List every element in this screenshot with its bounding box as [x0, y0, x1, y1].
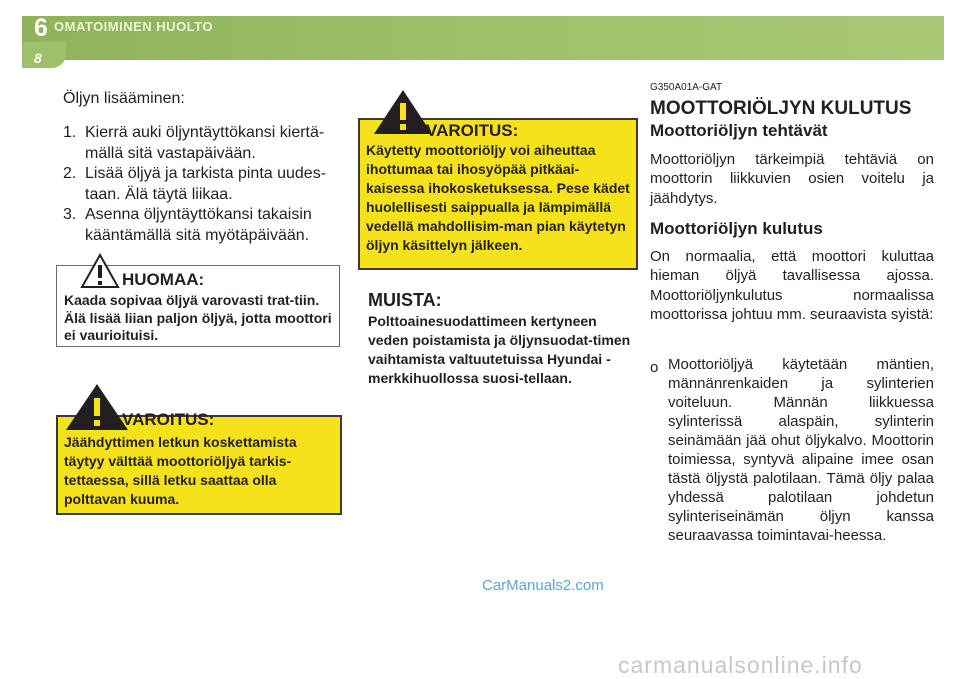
- list-item: 2. Lisää öljyä ja tarkista pinta uudes-taan. Älä täytä liikaa.: [63, 165, 327, 203]
- main-heading: MOOTTORIÖLJYN KULUTUS: [650, 98, 912, 119]
- note-body: Kaada sopivaa öljyä varovasti trat-tiin. Älä lisää liian paljon öljyä, jotta moottori ei vaurioituisi.: [64, 292, 332, 343]
- remember-title: MUISTA:: [368, 290, 442, 310]
- page-number: 8: [34, 50, 42, 66]
- remember-body: Polttoainesuodattimeen kertyneen veden poistamista ja öljynsuodat-timen vaihtamista valtuutetuissa Hyundai -merkkihuollossa suosi-tellaan.: [368, 313, 631, 386]
- warning-body: Jäähdyttimen letkun koskettamista täytyy välttää moottoriöljyä tarkis-tettaessa, sillä letku saattaa olla polttavan kuuma.: [64, 434, 297, 507]
- oil-add-title: Öljyn lisääminen:: [63, 90, 185, 107]
- bullet-text: Moottoriöljyä käytetään mäntien, männänrenkaiden ja sylinterien voiteluun. Männän liikkuessa sylinterissä alaspäin, sylinterin seinämään jää ohut öljykalvo. Moottorin toimiessa, syntyvä alipaine imee osan tästä öljystä palotilaan. Tämä öljy palaa yhdessä palotilaan johdetun sylinteriseinämän öljyn kanssa seuraavassa toimintavai-heessa.: [668, 356, 934, 544]
- warning-title: VAROITUS:: [426, 121, 519, 140]
- document-code: G350A01A-GAT: [650, 82, 723, 93]
- sub-heading-functions: Moottoriöljyn tehtävät: [650, 121, 828, 140]
- note-title: HUOMAA:: [122, 270, 205, 289]
- list-item: 3. Asenna öljyntäyttökansi takaisin kääntämällä sitä myötäpäivään.: [63, 206, 312, 244]
- functions-paragraph: Moottoriöljyn tärkeimpiä tehtäviä on moottorin liikkuvien osien voitelu ja jäähdytys.: [650, 151, 934, 207]
- bullet-mark: o: [650, 359, 659, 376]
- sub-heading-consumption: Moottoriöljyn kulutus: [650, 219, 823, 238]
- steps-list: [63, 123, 335, 246]
- caution-icon: [80, 253, 120, 289]
- page-tab: [22, 42, 66, 68]
- consumption-paragraph: On normaalia, että moottori kuluttaa hieman öljyä tavallisessa ajossa. Moottoriöljynkulutus normaalissa moottorissa johtuu mm. seuraavista syistä:: [650, 248, 934, 323]
- list-item: 1. Kierrä auki öljyntäyttökansi kiertä-mällä sitä vastapäivään.: [63, 124, 325, 162]
- section-title: OMATOIMINEN HUOLTO: [54, 19, 213, 34]
- warning-title: VAROITUS:: [122, 410, 215, 429]
- watermark-footer: carmanualsonline.info: [618, 652, 863, 678]
- chapter-number: 6: [34, 14, 48, 42]
- watermark-center: CarManuals2.com: [482, 577, 604, 594]
- warning-body: Käytetty moottoriöljy voi aiheuttaa ihottumaa tai ihosyöpää pitkäai-kaisessa ihokosketuksessa. Pese kädet huolellisesti saippualla ja lämpimällä vedellä mahdollisim-man pian käytetyn öljyn käsittelyn jälkeen.: [366, 142, 630, 253]
